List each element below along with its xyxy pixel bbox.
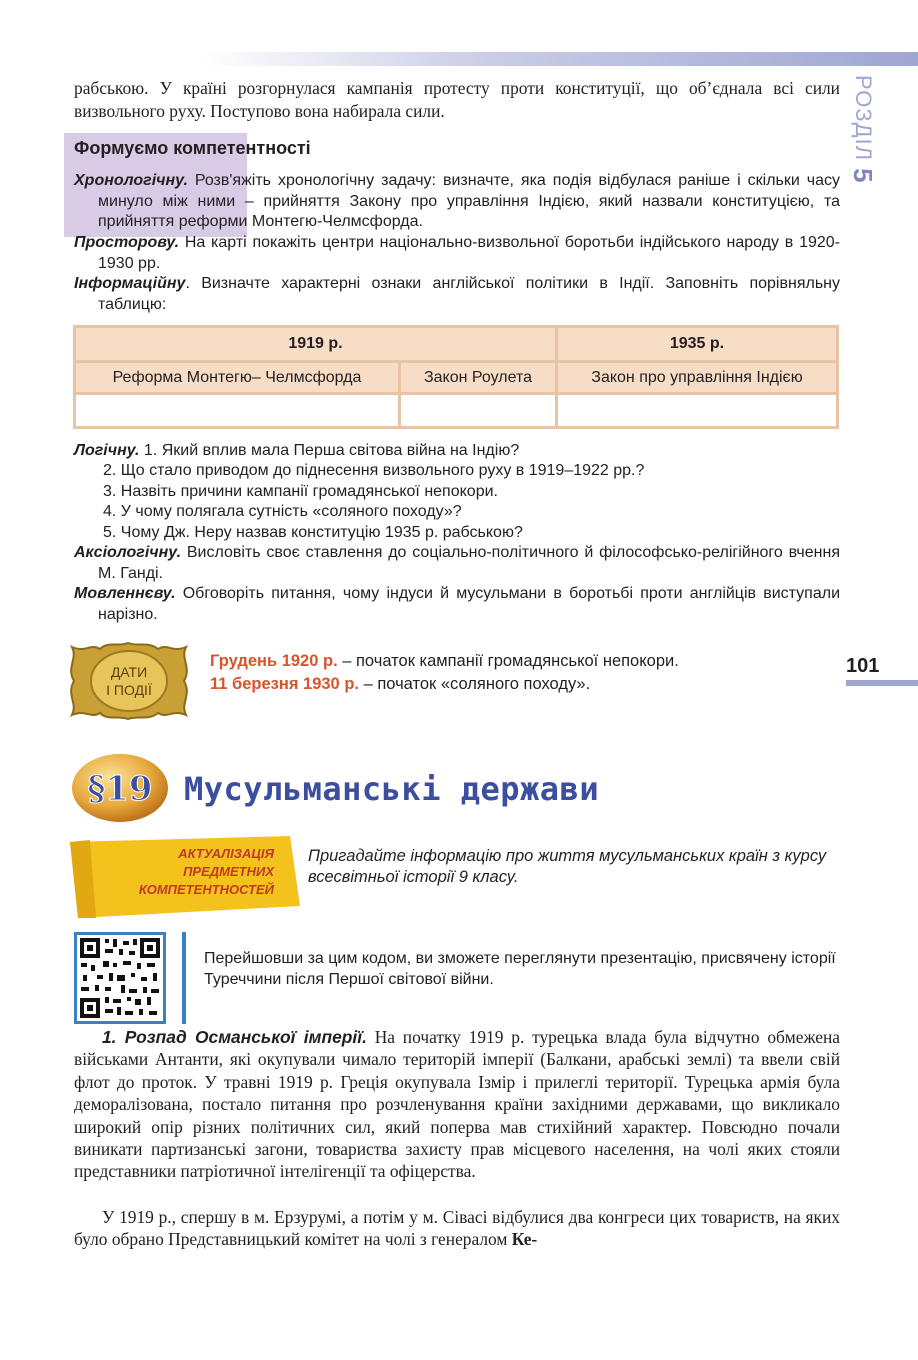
task-axiological [74,543,840,584]
date-2-text: – початок «соляного походу». [358,675,591,693]
logical-q5: 5. Чому Дж. Неру назвав конституцію 1935 р. рабською? [103,524,523,541]
date-1: Грудень 1920 р. [210,652,338,670]
task-chronological-lead: Хронологічну. [74,172,188,189]
section-label-text: РОЗДІЛ [851,75,876,162]
task-spatial-text: На карті покажіть центри національно-визвольної боротьби індійського народу в 1920-1930 рр. [98,234,840,272]
actualization-text: Пригадайте інформацію про життя мусульманських країн з курсу всесвітньої історії 9 класу. [308,847,827,886]
date-item [210,650,679,673]
paragraph-badge [70,752,170,824]
dates-medal-icon [64,637,194,725]
competencies-title: Формуємо компетентності [74,138,311,158]
body-p1-text: На початку 1919 р. турецька влада була відчутно обмежена військами Антанти, які окупували чимало територій імперії (Балкани, арабські землі) та ввели свій флот до проток. У травні 1919 р. Греція окупувала Ізмір і прилеглі території. Турецька армія була деморалізована, постало питання про розчленування країни західними державами, що викликало широкий опір різних політичних сил, який поперва мав стихійний характер. Повсюдно почали виникати партизанські загони, товариства захисту прав місцевого населення, на чолі яких стояли представники патріотичної інтелігенції та офіцерства. [74,1027,840,1182]
table-header-1935: 1935 р. [557,327,838,362]
dates-badge-line1: ДАТИ [110,664,148,680]
task-logical [74,441,840,462]
top-decor-bar [200,52,918,66]
table-col-rowlatt: Закон Роулета [400,362,557,394]
banner-line3: КОМПЕТЕНТНОСТЕЙ [138,882,274,897]
logical-q4: 4. У чому полягала сутність «соляного походу»? [103,503,462,520]
comparison-table [73,325,839,429]
section-number: 5 [848,168,878,184]
body-heading: 1. Розпад Османської імперії. [102,1027,367,1047]
table-cell-empty [557,394,838,428]
date-item [210,673,679,696]
task-spatial [74,233,840,274]
task-chronological-text: Розв'яжіть хронологічну задачу: визначте, яка подія відбулася раніше і скільки часу минуло між ними – прийняття Закону про управління Індією, який назвали конституцією, та прийняття реформи Монтегю-Челмсфорда. [98,172,840,230]
banner-line1: АКТУАЛІЗАЦІЯ [178,846,274,861]
body-p2-bold: Ке- [511,1229,538,1250]
body-paragraph-2 [74,1206,840,1251]
task-speech-text: Обговоріть питання, чому індуси й мусульмани в боротьбі проти англійців виступали нарізно. [98,585,840,623]
task-chronological [74,171,840,233]
table-col-montagu: Реформа Монтегю– Челмсфорда [75,362,400,394]
dates-list [210,650,679,696]
task-logical-lead: Логічну. [74,442,140,459]
page-number: 101 [846,655,880,677]
task-informational-lead: Інформаційну [74,275,186,292]
qr-description: Перейшовши за цим кодом, ви зможете переглянути презентацію, присвячену історії Туреччини після Першої світової війни. [204,950,836,988]
table-cell-empty [75,394,400,428]
page-number-bar [846,680,918,686]
task-speech [74,584,840,625]
date-1-text: – початок кампанії громадянської непокори. [337,652,679,670]
task-informational-text: . Визначте характерні ознаки англійської політики в Індії. Заповніть порівняльну таблицю: [98,275,840,313]
date-2: 11 березня 1930 р. [210,675,359,693]
banner-line2: ПРЕДМЕТНИХ [183,864,274,879]
qr-code[interactable] [74,932,166,1024]
task-spatial-lead: Просторову. [74,234,180,251]
paragraph-number: §19 [87,769,153,809]
logical-q2: 2. Що стало приводом до піднесення визвольного руху в 1919–1922 рр.? [103,462,645,479]
body-paragraph-1 [74,1026,840,1183]
intro-paragraph: рабською. У країні розгорнулася кампанія протесту проти конституції, що об’єднала всі сили визвольного руху. Поступово вона набирала сили. [74,78,840,121]
logical-q1: 1. Який вплив мала Перша світова війна на Індію? [139,442,520,459]
body-p2-text: У 1919 р., спершу в м. Ерзурумі, а потім у м. Сівасі відбулися два конгреси цих товариств, на яких було обрано Представницький комітет на чолі з генералом [74,1207,840,1250]
dates-badge-line2: І ПОДІЇ [106,682,152,698]
table-cell-empty [400,394,557,428]
qr-code-icon [77,935,163,1021]
actualization-banner [70,836,300,918]
table-header-1919: 1919 р. [75,327,557,362]
task-axiological-text: Висловіть своє ставлення до соціально-політичного й філософсько-релігійного вчення М. Ганді. [98,544,840,582]
task-informational [74,274,840,315]
task-axiological-lead: Аксіологічну. [74,544,182,561]
logical-q3: 3. Назвіть причини кампанії громадянської непокори. [103,483,498,500]
section-label [848,75,878,185]
qr-divider [182,932,186,1024]
table-col-india-act: Закон про управління Індією [557,362,838,394]
task-speech-lead: Мовленнєву. [74,585,176,602]
paragraph-title: Мусульманські держави [184,770,600,808]
